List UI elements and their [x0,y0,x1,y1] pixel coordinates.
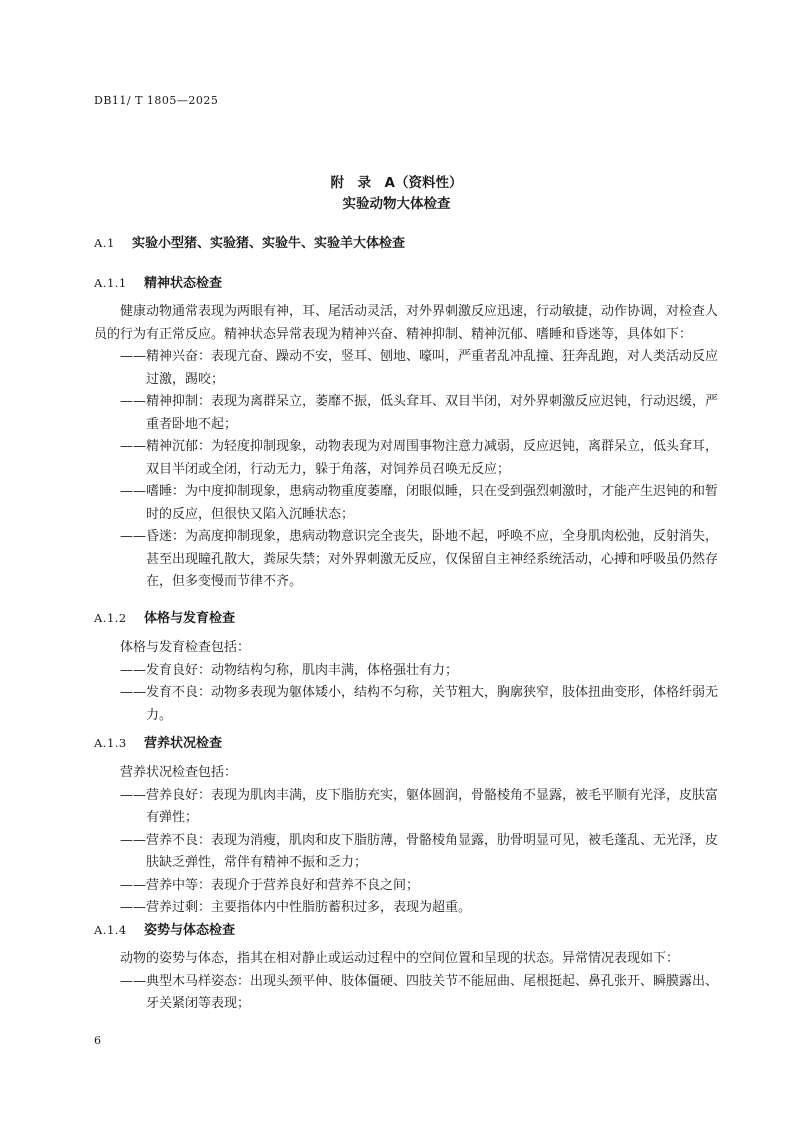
section-number: A.1.4 [94,923,127,937]
annex-subtitle: 实验动物大体检查 [342,196,451,212]
paragraph: 营养状况检查包括： [120,765,238,780]
list-item: ——精神抑制：表现为离群呆立，萎靡不振，低头耷耳、双目半闭，对外界刺激反应迟钝，行动迟缓，严重者卧地不起； [120,394,719,432]
section-body-a12 [94,637,718,727]
section-number: A.1.2 [94,611,127,625]
list-item: ——营养良好：表现为肌肉丰满，皮下脂肪充实，躯体圆润，骨骼棱角不显露，被毛平顺有光泽，皮肤富有弹性； [120,787,719,825]
list-item: ——发育不良：动物多表现为躯体矮小，结构不匀称，关节粗大，胸廓狭窄，肢体扭曲变形，体格纤弱无力。 [120,685,719,723]
list-item: ——嗜睡：为中度抑制现象，患病动物重度萎靡，闭眼似睡，只在受到强烈刺激时，才能产生迟钝的和暂时的反应，但很快又陷入沉睡状态； [120,484,719,522]
section-heading-a14 [94,920,235,941]
section-title: 实验小型猪、实验猪、实验牛、实验羊大体检查 [132,236,406,251]
section-heading-a12 [94,608,235,629]
section-body-a14 [94,948,718,1016]
section-number: A.1.3 [94,736,127,750]
list-item: ——营养过剩：主要指体内中性脂肪蓄积过多，表现为超重。 [120,900,472,915]
section-heading-a1 [94,233,405,254]
section-heading-a11 [94,273,222,294]
list-item: ——精神沉郁：为轻度抑制现象，动物表现为对周围事物注意力减弱，反应迟钝，离群呆立，低头耷耳，双目半闭或全闭，行动无力，躲于角落，对饲养员召唤无反应； [120,439,719,477]
annex-title: 附 录 A（资料性） [330,175,463,191]
section-body-a13 [94,762,718,920]
paragraph: 健康动物通常表现为两眼有神，耳、尾活动灵活，对外界刺激反应迅速，行动敏捷，动作协调，对检查人员的行为有正常反应。精神状态异常表现为精神兴奋、精神抑制、精神沉郁、嗜睡和昏迷等，具体如下： [94,304,719,342]
paragraph: 动物的姿势与体态，指其在相对静止或运动过程中的空间位置和呈现的状态。异常情况表现如下： [120,951,680,966]
list-item: ——营养不良：表现为消瘦，肌肉和皮下脂肪薄，骨骼棱角显露，肋骨明显可见，被毛蓬乱、无光泽，皮肤缺乏弹性，常伴有精神不振和乏力； [120,832,719,870]
standard-code: DB11/ T 1805—2025 [94,94,219,107]
paragraph: 体格与发育检查包括： [120,640,251,655]
page-number: 6 [94,1034,101,1047]
section-heading-a13 [94,733,222,754]
section-title: 精神状态检查 [144,276,223,291]
section-number: A.1.1 [94,276,127,290]
list-item: ——营养中等：表现介于营养良好和营养不良之间； [120,877,420,893]
section-number: A.1 [94,236,115,250]
section-body-a11 [94,301,718,594]
section-title: 体格与发育检查 [144,611,236,626]
list-item: ——昏迷：为高度抑制现象，患病动物意识完全丧失，卧地不起，呼唤不应，全身肌肉松弛，反射消失，甚至出现瞳孔散大，粪尿失禁；对外界刺激无反应，仅保留自主神经系统活动，心搏和呼吸虽仍然存在，但多变慢而节律不齐。 [120,529,719,589]
list-item: ——精神兴奋：表现亢奋、躁动不安，竖耳、刨地、嚎叫，严重者乱冲乱撞、狂奔乱跑，对人类活动反应过激，踢咬； [120,349,719,387]
list-item: ——典型木马样姿态：出现头颈平伸、肢体僵硬、四肢关节不能屈曲、尾根挺起、鼻孔张开、瞬膜露出、牙关紧闭等表现； [120,973,719,1011]
section-title: 营养状况检查 [144,736,223,751]
list-item: ——发育良好：动物结构匀称，肌肉丰满，体格强壮有力； [120,662,459,678]
section-title: 姿势与体态检查 [144,923,236,938]
